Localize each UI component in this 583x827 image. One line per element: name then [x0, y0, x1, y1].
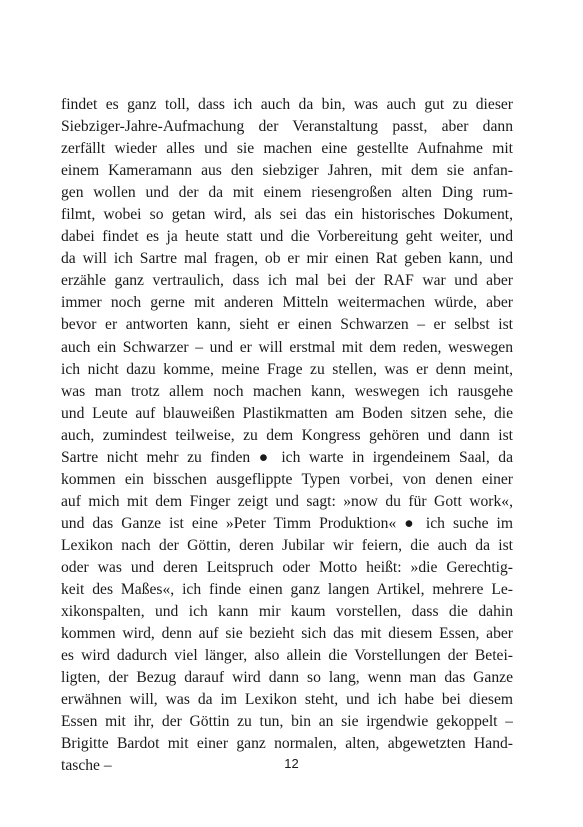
text-line: Sartre nicht mehr zu finden ● ich warte in irgendeinem Saal, da — [61, 448, 513, 466]
text-line: zerfällt wieder alles und sie machen eine gestellte Aufnahme mit — [61, 140, 513, 158]
page-number: 12 — [284, 756, 299, 771]
text-line: einem Kameramann aus den siebziger Jahren, mit dem sie anfan- — [61, 162, 513, 180]
text-line: auch, zumindest teilweise, zu dem Kongress gehören und dann ist — [61, 426, 513, 444]
text-line: und Leute auf blauweißen Plastikmatten am Boden sitzen sehe, die — [61, 404, 513, 422]
text-line: dabei findet es ja heute statt und die Vorbereitung geht weiter, und — [61, 228, 513, 246]
text-line: was man trotz allem noch machen kann, weswegen ich rausgehe — [61, 382, 513, 400]
text-line: bevor er antworten kann, sieht er einen Schwarzen – er selbst ist — [61, 316, 513, 334]
text-line: erwähnen will, was da im Lexikon steht, und ich habe bei diesem — [61, 691, 513, 709]
text-line: keit des Maßes«, ich finde einen ganz langen Artikel, mehrere Le- — [61, 581, 513, 599]
text-line: auf mich mit dem Finger zeigt und sagt: »now du für Gott work«, — [61, 492, 513, 510]
text-line: oder was und deren Leitspruch oder Motto heißt: »die Gerechtig- — [61, 558, 513, 576]
text-line: da will ich Sartre mal fragen, ob er mir einen Rat geben kann, und — [61, 250, 513, 268]
text-line: findet es ganz toll, dass ich auch da bin, was auch gut zu dieser — [61, 96, 513, 113]
text-line: immer noch gerne mit anderen Mitteln weitermachen würde, aber — [61, 294, 513, 312]
text-line: erzähle ganz vertraulich, dass ich mal bei der RAF war und aber — [61, 272, 513, 290]
text-line: gen wollen und der da mit einem riesengroßen alten Ding rum- — [61, 184, 513, 202]
text-line: es wird dadurch viel länger, also allein die Vorstellungen der Betei- — [61, 647, 513, 665]
text-line: tasche – — [61, 757, 112, 775]
text-line: Siebziger-Jahre-Aufmachung der Veranstaltung passt, aber dann — [61, 118, 513, 136]
text-line: xikonspalten, und ich kann mir kaum vorstellen, dass die dahin — [61, 603, 513, 621]
text-line: ich nicht dazu komme, meine Frage zu stellen, was er denn meint, — [61, 360, 513, 378]
text-line: Lexikon nach der Göttin, deren Jubilar wir feiern, die auch da ist — [61, 536, 513, 554]
text-line: Brigitte Bardot mit einer ganz normalen, alten, abgewetzten Hand- — [61, 735, 513, 753]
text-line: und das Ganze ist eine »Peter Timm Produktion« ● ich suche im — [61, 514, 513, 532]
text-line: auch ein Schwarzer – und er will erstmal mit dem reden, weswegen — [61, 338, 513, 356]
text-line: kommen wird, denn auf sie bezieht sich das mit diesem Essen, aber — [61, 625, 513, 643]
text-line: ligten, der Bezug darauf wird dann so lang, wenn man das Ganze — [61, 669, 513, 687]
body-text — [61, 94, 513, 777]
text-line: kommen ein bisschen ausgeflippte Typen vorbei, von denen einer — [61, 470, 513, 488]
text-line: Essen mit ihr, der Göttin zu tun, bin an sie irgendwie gekoppelt – — [61, 713, 513, 731]
text-line: filmt, wobei so getan wird, als sei das ein historisches Dokument, — [61, 206, 513, 224]
